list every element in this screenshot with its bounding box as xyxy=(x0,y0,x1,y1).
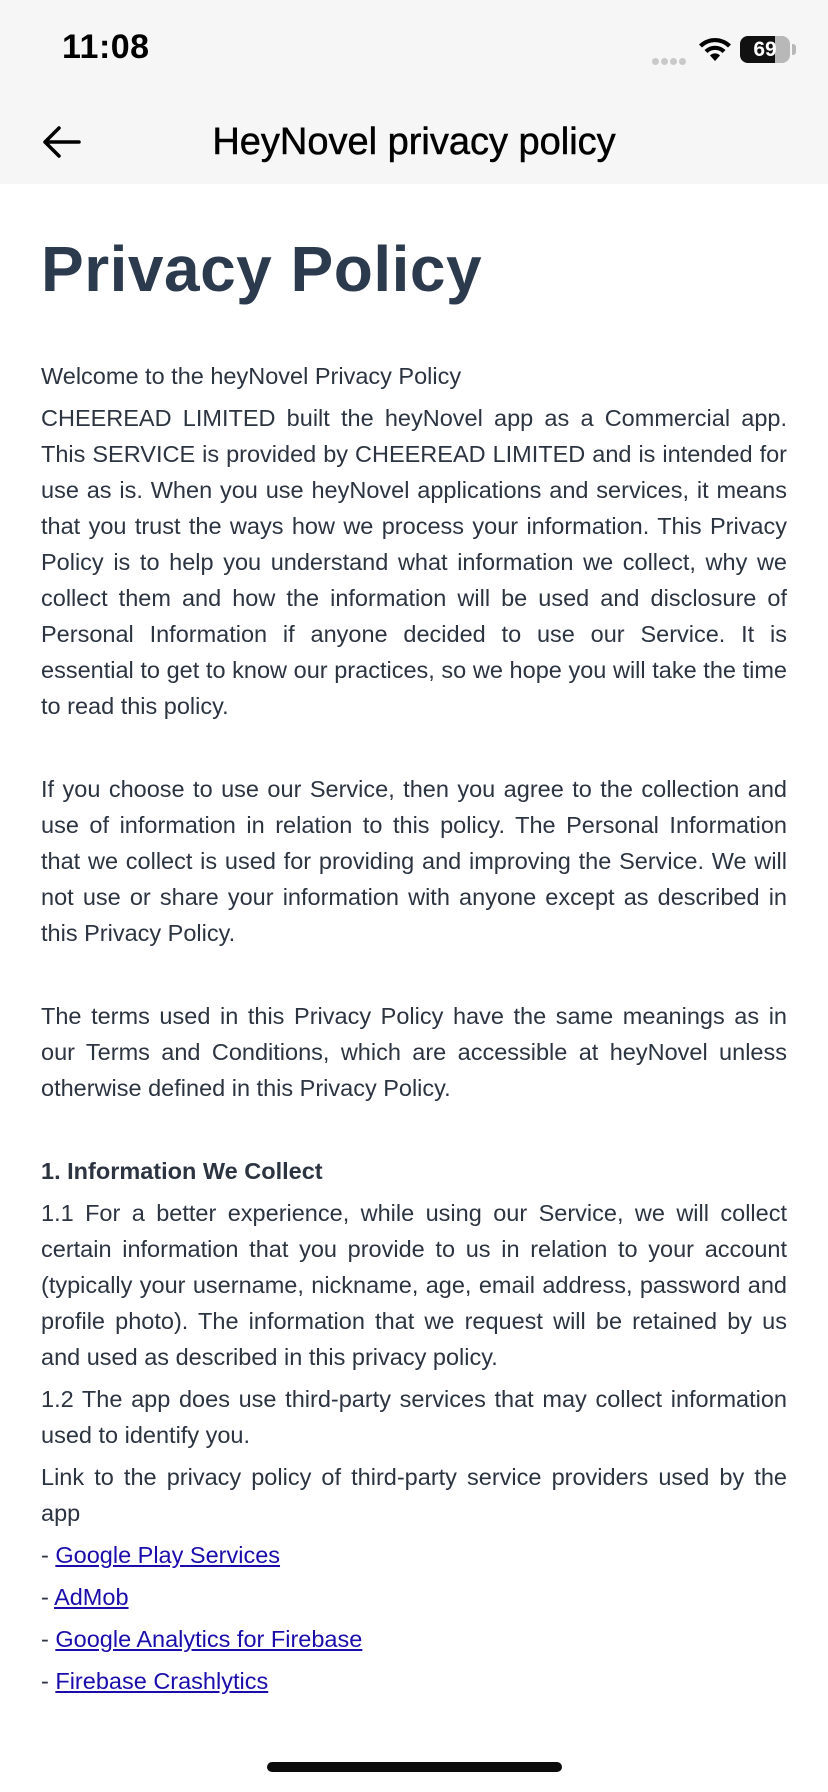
section-item-1-1: 1.1 For a better experience, while using our Service, we will collect certain information that you provide to us in relation to your account (typically your username, nickname, age, email address, password and profile photo). The information that we request will be retained by us and used as described in this privacy policy. xyxy=(41,1200,787,1370)
content-clip-edge xyxy=(0,1706,828,1724)
page-title: Privacy Policy xyxy=(41,233,483,305)
third-party-links-intro: Link to the privacy policy of third-party service providers used by the app xyxy=(41,1464,787,1526)
link-bullet: - xyxy=(41,1542,56,1568)
signal-dots-icon xyxy=(652,52,690,62)
nav-title: HeyNovel privacy policy xyxy=(212,121,616,163)
link-bullet: - xyxy=(41,1584,55,1610)
wifi-icon xyxy=(698,36,732,62)
policy-content[interactable] xyxy=(41,184,787,1724)
link-row xyxy=(41,1663,787,1699)
link-google-analytics-for-firebase[interactable]: Google Analytics for Firebase xyxy=(55,1626,363,1652)
intro-heading: Welcome to the heyNovel Privacy Policy xyxy=(41,363,462,389)
link-bullet: - xyxy=(41,1668,56,1694)
link-row xyxy=(41,1621,787,1657)
link-bullet: - xyxy=(41,1626,56,1652)
section-heading-information-we-collect: 1. Information We Collect xyxy=(41,1158,323,1184)
paragraph-terms: The terms used in this Privacy Policy have the same meanings as in our Terms and Conditions, which are accessible at heyNovel unless otherwise defined in this Privacy Policy. xyxy=(41,1003,787,1101)
link-admob[interactable]: AdMob xyxy=(54,1584,129,1610)
paragraph-intro: CHEEREAD LIMITED built the heyNovel app as a Commercial app. This SERVICE is provided by CHEEREAD LIMITED and is intended for use as is. When you use heyNovel applications and services, it means that you trust the ways how we process your information. This Privacy Policy is to help you understand what information we collect, why we collect them and how the information will be used and disclosure of Personal Information if anyone decided to use our Service. It is essential to get to know our practices, so we hope you will take the time to read this policy. xyxy=(41,405,787,719)
battery-icon xyxy=(740,36,790,63)
paragraph-consent: If you choose to use our Service, then you agree to the collection and use of information in relation to this policy. The Personal Information that we collect is used for providing and improving the Service. We will not use or share your information with anyone except as described in this Privacy Policy. xyxy=(41,776,787,946)
back-button[interactable] xyxy=(30,110,94,174)
link-row xyxy=(41,1579,787,1615)
battery-cap xyxy=(792,44,796,55)
status-bar xyxy=(0,0,828,100)
link-google-play-services[interactable]: Google Play Services xyxy=(55,1542,281,1568)
link-firebase-crashlytics[interactable]: Firebase Crashlytics xyxy=(55,1668,269,1694)
home-indicator[interactable] xyxy=(267,1762,562,1772)
section-item-1-2: 1.2 The app does use third-party services that may collect information used to identify you. xyxy=(41,1386,787,1448)
battery-level: 69 xyxy=(753,38,777,61)
arrow-left-icon xyxy=(42,126,82,158)
link-row xyxy=(41,1537,787,1573)
status-time: 11:08 xyxy=(62,28,150,66)
nav-bar xyxy=(0,100,828,184)
